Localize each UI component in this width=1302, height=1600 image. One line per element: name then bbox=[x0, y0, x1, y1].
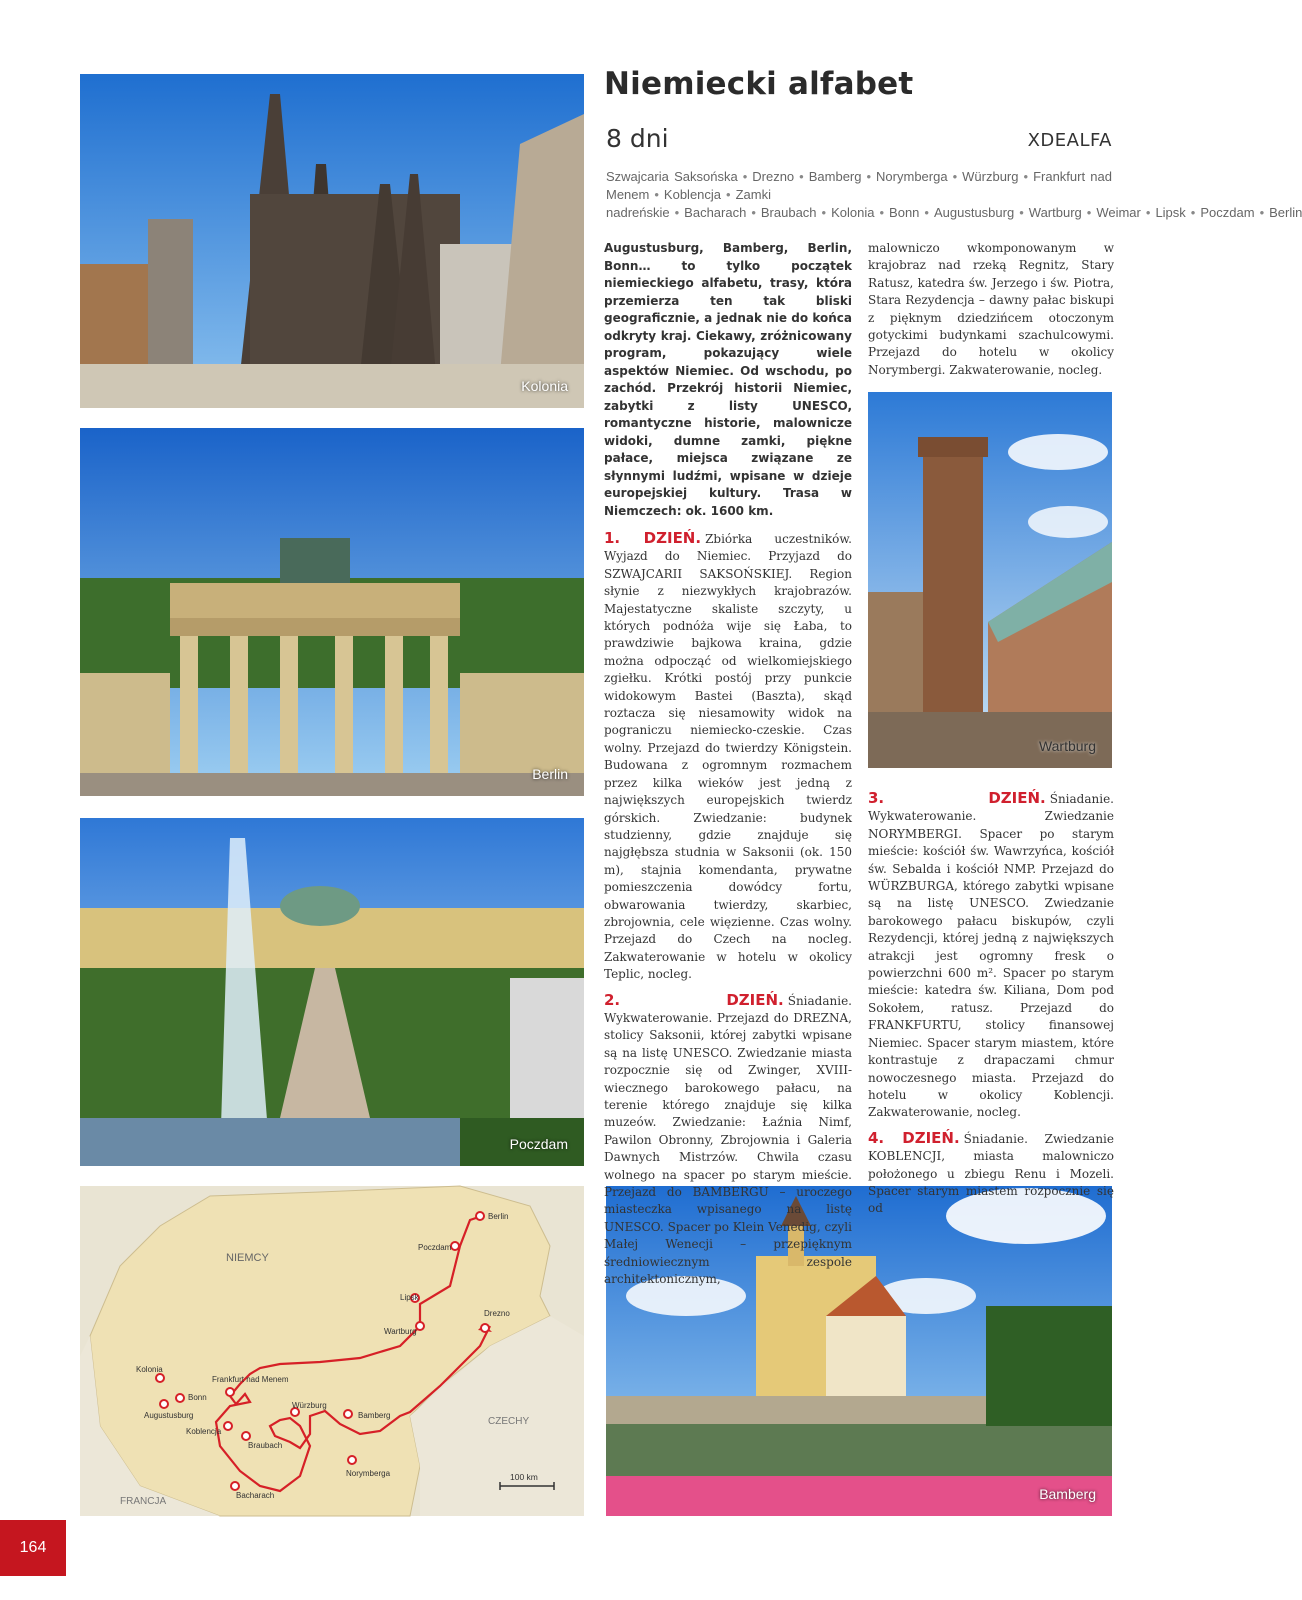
page-number: 164 bbox=[0, 1520, 66, 1576]
caption-wartburg: Wartburg bbox=[1038, 738, 1096, 754]
bullet-separator: • bbox=[866, 169, 872, 184]
place-item: Poczdam bbox=[1200, 205, 1255, 220]
place-item: Frankfurt nad Menem bbox=[606, 169, 1112, 202]
bullet-separator: • bbox=[1086, 205, 1092, 220]
bullet-separator: • bbox=[879, 205, 885, 220]
place-item: Koblencja bbox=[663, 187, 722, 202]
intro-paragraph: Augustusburg, Bamberg, Berlin, Bonn… to tylko początek niemieckiego alfabetu, trasy, która przemierza ten tak bliski geograficznie, a jednak nie do końca odkryty kraj. Ciekawy, zróżnicowany program, pokazujący wiele aspektów Niemiec. Od wschodu, po zachód. Przekrój historii Niemiec, zabytki z listy UNESCO, romantyczne historie, malownicze widoki, dumne zamki, piękne pałace, miejsca związane ze słynnymi ludźmi, wpisane w dzieje europejskiej kultury. Trasa w Niemczech: ok. 1600 km. bbox=[604, 241, 852, 518]
place-item: Zamki nadreńskie bbox=[606, 187, 771, 220]
day-4-label: 4. DZIEŃ. bbox=[868, 1128, 960, 1147]
trip-code: XDEALFA bbox=[1027, 130, 1112, 151]
day-4-text: Śniadanie. Zwiedzanie KOBLENCJI, miasta malowniczo położonego u zbiegu Renu i Mozeli. Spacer starym miastem rozpocznie się od bbox=[868, 1131, 1114, 1216]
city-braubach: Braubach bbox=[248, 1441, 283, 1450]
day-3-text: Śniadanie. Wykwaterowanie. Zwiedzanie NORYMBERGI. Spacer po starym mieście: kościół św. Wawrzyńca, kościół św. Sebalda i kościół NMP. Przejazd do WÜRZBURGA, którego zabytki wpisane są na listę UNESCO. Zwiedzanie barokowego pałacu biskupów, czyli Rezydencji, której jedną z największych atrakcji jest ogromny fresk o powierzchni 600 m². Spacer po starym mieście: katedra św. Kiliana, Dom pod Sokołem, ratusz. Przejazd do FRANKFURTU, stolicy finansowej Niemiec. Spacer starym miastem, które kontrastuje z drapaczami chmur nowoczesnego miasta. Przejazd do hotelu w okolicy Koblencji. Zakwaterowanie, nocleg. bbox=[868, 792, 1114, 1120]
place-item: Kolonia bbox=[831, 205, 875, 220]
place-item: Lipsk bbox=[1155, 205, 1186, 220]
route-map-svg bbox=[80, 1186, 584, 1516]
bullet-separator: • bbox=[742, 169, 748, 184]
day-3-label: 3. DZIEŃ. bbox=[868, 789, 1046, 807]
day-4 bbox=[868, 1130, 1114, 1218]
bullet-separator: • bbox=[1190, 205, 1196, 220]
trip-duration: 8 dni bbox=[606, 124, 669, 153]
country-czech: CZECHY bbox=[488, 1416, 530, 1427]
day-1 bbox=[604, 530, 852, 984]
bullet-separator: • bbox=[751, 205, 756, 220]
photo-wartburg bbox=[868, 392, 1112, 768]
bullet-separator: • bbox=[674, 205, 680, 220]
caption-bamberg: Bamberg bbox=[1039, 1486, 1096, 1502]
day-1-text: Zbiórka uczestników. Wyjazd do Niemiec. Przyjazd do SZWAJCARII SAKSOŃSKIEJ. Region słynie z niezwykłych krajobrazów. Majestatyczne skaliste szczyty, u których podnóża wije się Łaba, to prawdziwie bajkowa kraina, gdzie można odpocząć od wielkomiejskiego zgiełku. Krótki postój przy punkcie widokowym Bastei (Baszta), skąd roztacza się niesamowity widok na pograniczu niemiecko-czeskie. Czas wolny. Przejazd do twierdzy Königstein. Budowana z ogromnym rozmachem przez kilka wieków jest jedną z największych europejskich twierdz górskich. Zwiedzanie: budynek studzienny, gdzie znajduje się najgłębsza studnia w Saksonii (ok. 150 m), stajnia komendanta, prywatne pomieszczenia dowódcy fortu, obwarowania twierdzy, skarbiec, zbrojownia, cele więzienne. Czas wolny. Przejazd do Czech na nocleg. Zakwaterowanie w hotelu w okolicy Teplic, nocleg. bbox=[604, 532, 852, 982]
route-map bbox=[80, 1186, 584, 1516]
bullet-separator: • bbox=[821, 205, 827, 220]
bullet-separator: • bbox=[924, 205, 929, 220]
city-kolonia: Kolonia bbox=[136, 1365, 163, 1374]
city-norymberga: Norymberga bbox=[346, 1469, 391, 1478]
bullet-separator: • bbox=[1259, 205, 1265, 220]
place-item: Augustusburg bbox=[933, 205, 1015, 220]
bullet-separator: • bbox=[654, 187, 659, 202]
place-item: Drezno bbox=[752, 169, 795, 184]
place-item: Bamberg bbox=[808, 169, 862, 184]
day-3 bbox=[868, 790, 1114, 1122]
day-2-text: Śniadanie. Wykwaterowanie. Przejazd do DREZNA, stolicy Saksonii, której zabytki wpisane są na listę UNESCO. Zwiedzanie miasta rozpocznie się od Zwinger, XVIII-wiecznego barokowego pałacu, na terenie którego znajduje się kilka muzeów. Zwiedzanie: Łaźnia Nimf, Pawilon Obronny, Zbrojownia i Galeria Dawnych Mistrzów. Chwila czasu wolnego na spacer po starym mieście. Przejazd do BAMBERGU – uroczego miasteczka wpisanego na listę UNESCO. Spacer po Klein Venedig, czyli Małej Wenecji – przepięknym średniowiecznym zespole architektonicznym, bbox=[604, 993, 852, 1287]
place-item: Würzburg bbox=[962, 169, 1019, 184]
city-wartburg: Wartburg bbox=[384, 1327, 417, 1336]
place-item: Bacharach bbox=[684, 205, 747, 220]
bullet-separator: • bbox=[1145, 205, 1151, 220]
city-bamberg: Bamberg bbox=[358, 1411, 391, 1420]
place-item: Wartburg bbox=[1028, 205, 1082, 220]
place-item: Braubach bbox=[760, 205, 817, 220]
text-column-1 bbox=[604, 240, 852, 1296]
bullet-separator: • bbox=[1019, 205, 1024, 220]
bullet-separator: • bbox=[726, 187, 731, 202]
text-column-2 bbox=[868, 240, 1114, 387]
place-item: Weimar bbox=[1096, 205, 1141, 220]
place-item: Bonn bbox=[889, 205, 920, 220]
country-germany: NIEMCY bbox=[226, 1252, 269, 1264]
caption-kolonia: Kolonia bbox=[521, 378, 568, 394]
caption-poczdam: Poczdam bbox=[509, 1136, 568, 1152]
city-berlin: Berlin bbox=[488, 1212, 509, 1221]
day-2 bbox=[604, 992, 852, 1289]
day-2-label: 2. DZIEŃ. bbox=[604, 990, 784, 1009]
city-drezno: Drezno bbox=[484, 1309, 510, 1318]
day-2-continued: malowniczo wkomponowanym w krajobraz nad rzeką Regnitz, Stary Ratusz, katedra św. Jerzego i św. Piotra, Stara Rezydencja – dawny pałac biskupi z pięknym dziedzińcem otoczonym gotyckimi budynkami szachulcowymi. Przejazd do hotelu w okolicy Norymbergi. Zakwaterowanie, nocleg. bbox=[868, 241, 1114, 377]
city-bonn: Bonn bbox=[188, 1393, 207, 1402]
city-augustusburg: Augustusburg bbox=[144, 1411, 194, 1420]
bullet-separator: • bbox=[952, 169, 958, 184]
country-france: FRANCJA bbox=[120, 1496, 167, 1507]
scale-label: 100 km bbox=[510, 1472, 538, 1482]
place-item: Berlin bbox=[1269, 205, 1302, 220]
city-frankfurt: Frankfurt nad Menem bbox=[212, 1375, 289, 1384]
photo-kolonia bbox=[80, 74, 584, 408]
city-koblencja: Koblencja bbox=[186, 1427, 222, 1436]
text-column-3 bbox=[868, 790, 1114, 1226]
bullet-separator: • bbox=[799, 169, 804, 184]
page-title: Niemiecki alfabet bbox=[604, 66, 914, 102]
city-lipsk: Lipsk bbox=[400, 1293, 419, 1302]
day-1-label: 1. DZIEŃ. bbox=[604, 529, 702, 547]
place-item: Norymberga bbox=[876, 169, 948, 184]
photo-berlin bbox=[80, 428, 584, 796]
bullet-separator: • bbox=[1023, 169, 1029, 184]
photo-poczdam bbox=[80, 818, 584, 1166]
city-wurzburg: Würzburg bbox=[292, 1401, 327, 1410]
city-bacharach: Bacharach bbox=[236, 1491, 275, 1500]
city-poczdam: Poczdam bbox=[418, 1243, 452, 1252]
place-item: Szwajcaria Saksońska bbox=[606, 169, 738, 184]
caption-berlin: Berlin bbox=[532, 766, 568, 782]
places-list bbox=[606, 168, 1302, 222]
